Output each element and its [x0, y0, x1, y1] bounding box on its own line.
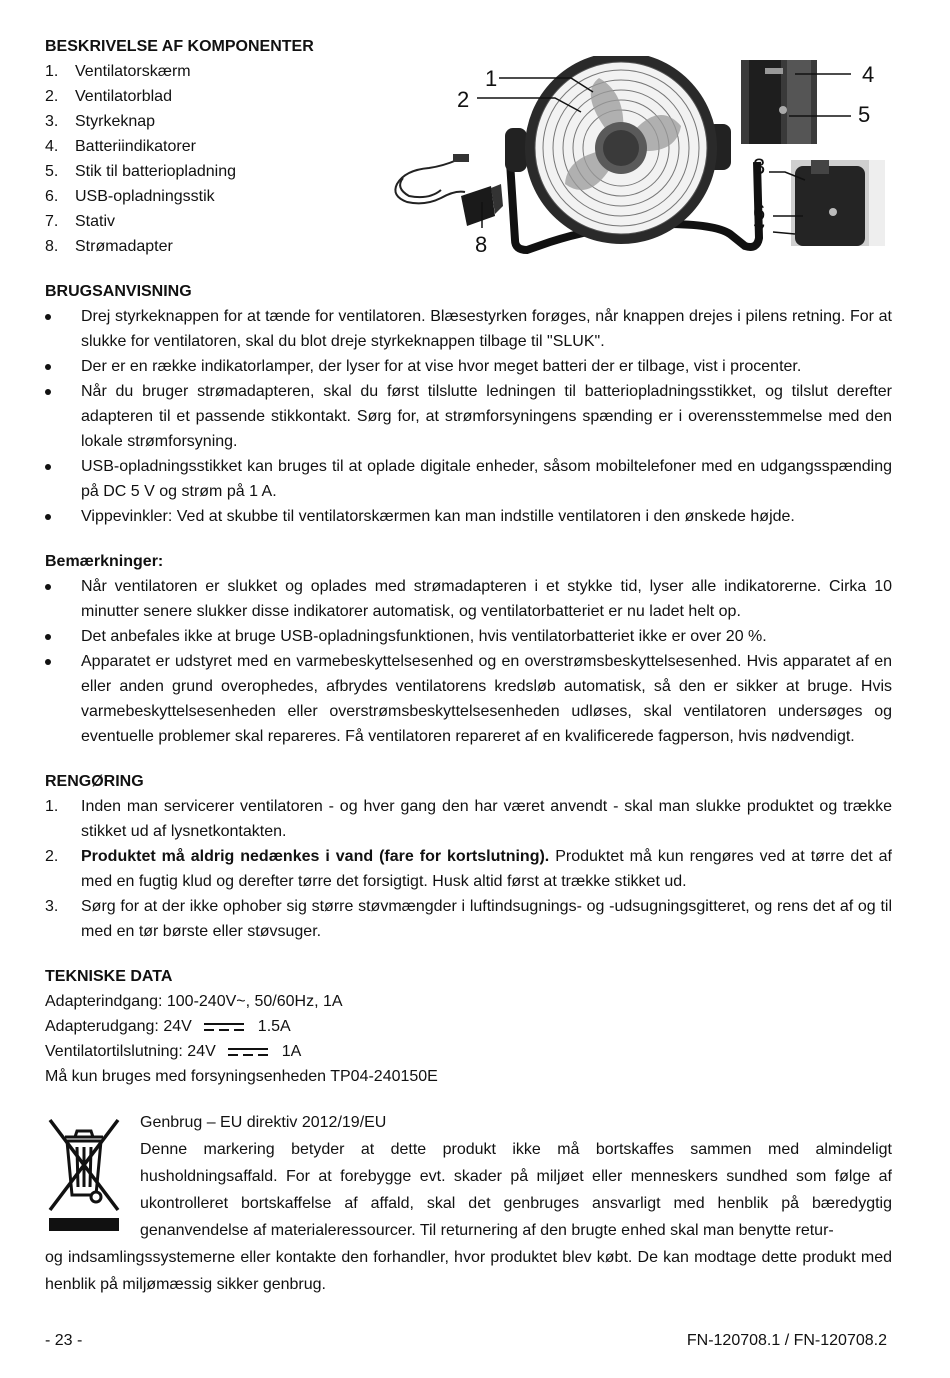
list-item: [45, 209, 375, 234]
list-item: [45, 234, 375, 259]
item-plain-text: Produktet må kun rengøres ved at tørre det af med en fugtig klud og derefter tørre det forsigtigt. Husk altid først at trække stikket ud.: [81, 848, 892, 890]
bullet-text: Når du bruger strømadapteren, skal du først tilslutte ledningen til batteriopladningsstikket, og tilslut derefter adapteren til et passende stikkontakt. Sørg for, at strømforsyningens spænding er i overensstemmelse med den lokale strømforsyning.: [81, 383, 892, 450]
usage-title: BRUGSANVISNING: [45, 283, 192, 300]
usage-section: [45, 279, 892, 529]
bullet-text: Når ventilatoren er slukket og oplades med strømadapteren i et stykke tid, lyser alle indikatorerne. Cirka 10 minutter senere slukker disse indikatorer automatisk, og ventilatorbatteriet er nu ladet helt op.: [81, 578, 892, 620]
dc-symbol-icon: [228, 1046, 268, 1058]
item-number: 8.: [45, 238, 59, 255]
item-number: 7.: [45, 213, 59, 230]
recycling-text-block: [45, 1109, 892, 1244]
item-plain-text: Sørg for at der ikke ophober sig større støvmængder i luftindsugnings- og -udsugningsgitteret, og rens det af og til med en tør børste eller støvsuger.: [81, 898, 892, 940]
item-text: [81, 844, 892, 894]
recycling-text-continued: og indsamlingssystemerne eller kontakte den forhandler, hvor produktet blev købt. De kan modtage dette produkt med henblik på miljømæssig sikker genbrug.: [45, 1249, 892, 1293]
item-number: 4.: [45, 138, 59, 155]
bullet-icon: [45, 354, 81, 379]
bullet-text: Apparatet er udstyret med en varmebeskyttelsesenhed og en overstrømsbeskyttelsesenhed. Hvis apparatet af en eller anden grund overophedes, afbrydes ventilatorens kredsløb automatisk, så den er sikker at bruge. Hvis varmebeskyttelsesenheden eller overstrømsbeskyttelsesenheden udløses, skal ventilatoren undersøges og eventuelle problemer skal repareres. Få ventilatoren repareret af en kvalificerede fagperson, hvis nødvendigt.: [81, 653, 892, 745]
list-item: [45, 574, 892, 624]
item-number: 3.: [45, 113, 59, 130]
cleaning-section: [45, 769, 892, 944]
callout-7: 7: [753, 220, 766, 245]
fan-connection-voltage: Ventilatortilslutning: 24V: [45, 1043, 216, 1060]
cleaning-title: RENGØRING: [45, 773, 144, 790]
fan-illustration: [385, 56, 890, 262]
tech-title: TEKNISKE DATA: [45, 968, 173, 985]
item-number: 1.: [45, 63, 59, 80]
tech-section: [45, 964, 892, 1089]
list-item: [45, 184, 375, 209]
item-number: 6.: [45, 188, 59, 205]
adapter-output: [45, 1014, 892, 1039]
callout-5: 5: [858, 102, 871, 127]
list-item: [45, 844, 892, 894]
bullet-text: Drej styrkeknappen for at tænde for ventilatoren. Blæsestyrken forøges, når knappen drejes i pilens retning. For at slukke for ventilatoren, skal du blot dreje styrkeknappen tilbage til "SLUK".: [81, 308, 892, 350]
item-text: [81, 794, 892, 844]
list-item: [45, 649, 892, 749]
item-plain-text: Inden man servicerer ventilatoren - og hver gang den har været anvendt - skal man slukke produktet og trække stikket ud af lysnetkontakten.: [81, 798, 892, 840]
power-adapter-illustration: [395, 154, 503, 226]
list-item: [45, 504, 892, 529]
weee-crossed-bin-icon: [45, 1115, 123, 1233]
notes-section: [45, 549, 892, 749]
fan-components-figure: [385, 56, 890, 262]
bullet-icon: [45, 624, 81, 649]
list-item: [45, 894, 892, 944]
recycling-text: Denne markering betyder at dette produkt ikke må bortskaffes sammen med almindeligt husholdningsaffald. For at forebygge evt. skader på miljøet eller menneskers sundhed som følge af ukontrolleret bortskaffelse af affald, skal det genbruges ansvarligt med henblik på bæredygtig genanvendelse af materialeressourcer. Til returnering af den brugte enhed skal man benytte retur-: [140, 1141, 892, 1239]
item-number: 2.: [45, 848, 59, 865]
list-item: [45, 379, 892, 454]
page-number: - 23 -: [45, 1332, 83, 1349]
callout-3: 3: [753, 154, 766, 179]
notes-title: Bemærkninger:: [45, 553, 164, 570]
adapter-output-current: 1.5A: [257, 1018, 291, 1035]
item-label: Ventilatorblad: [75, 88, 172, 105]
item-label: Styrkeknap: [75, 113, 156, 130]
list-item: [45, 134, 375, 159]
dc-symbol-icon: [204, 1021, 244, 1033]
list-item: [45, 304, 892, 354]
bullet-text: USB-opladningsstikket kan bruges til at oplade digitale enheder, såsom mobiltelefoner med en udgangsspænding på DC 5 V og strøm på 1 A.: [81, 458, 892, 500]
list-item: [45, 454, 892, 504]
recycling-title: Genbrug – EU direktiv 2012/19/EU: [140, 1114, 387, 1131]
components-list: [45, 59, 375, 259]
list-item: [45, 354, 892, 379]
item-label: Strømadapter: [75, 238, 173, 255]
item-label: USB-opladningsstik: [75, 188, 215, 205]
page-footer: [45, 1328, 887, 1353]
model-number: FN-120708.1 / FN-120708.2: [686, 1332, 887, 1349]
bullet-icon: [45, 504, 81, 529]
bullet-text: Vippevinkler: Ved at skubbe til ventilatorskærmen kan man indstille ventilatoren i den ønskede højde.: [81, 508, 795, 525]
item-bold-text: Produktet må aldrig nedænkes i vand (fare for kortslutning).: [81, 848, 550, 865]
list-item: [45, 109, 375, 134]
bullet-icon: [45, 454, 81, 504]
item-label: Batteriindikatorer: [75, 138, 196, 155]
item-number: 3.: [45, 898, 59, 915]
callout-8: 8: [475, 232, 488, 257]
callout-2: 2: [457, 87, 470, 112]
list-item: [45, 84, 375, 109]
fan-connection: [45, 1039, 892, 1064]
list-item: [45, 159, 375, 184]
item-label: Stik til batteriopladning: [75, 163, 236, 180]
item-label: Stativ: [75, 213, 116, 230]
bullet-icon: [45, 304, 81, 354]
fan-connection-current: 1A: [281, 1043, 302, 1060]
charging-port-detail: [791, 160, 885, 246]
item-number: 5.: [45, 163, 59, 180]
list-item: [45, 59, 375, 84]
item-number: 1.: [45, 798, 59, 815]
bullet-text: Det anbefales ikke at bruge USB-opladningsfunktionen, hvis ventilatorbatteriet ikke er over 20 %.: [81, 628, 767, 645]
item-text: [81, 894, 892, 944]
power-supply-note: Må kun bruges med forsyningsenheden TP04-240150E: [45, 1068, 438, 1085]
adapter-output-voltage: Adapterudgang: 24V: [45, 1018, 192, 1035]
fan-head-illustration: [525, 56, 717, 244]
bullet-text: Der er en række indikatorlamper, der lyser for at vise hvor meget batteri der er tilbage, vist i procenter.: [81, 358, 802, 375]
bullet-icon: [45, 574, 81, 624]
recycling-section: [45, 1109, 892, 1298]
callout-4: 4: [862, 62, 875, 87]
bullet-icon: [45, 379, 81, 454]
callout-6: 6: [753, 200, 766, 225]
battery-indicator-detail: [741, 60, 817, 144]
list-item: [45, 794, 892, 844]
list-item: [45, 624, 892, 649]
components-title: BESKRIVELSE AF KOMPONENTER: [45, 38, 314, 55]
callout-1: 1: [485, 66, 498, 91]
item-number: 2.: [45, 88, 59, 105]
adapter-input: Adapterindgang: 100-240V~, 50/60Hz, 1A: [45, 993, 343, 1010]
bullet-icon: [45, 649, 81, 749]
item-label: Ventilatorskærm: [75, 63, 191, 80]
